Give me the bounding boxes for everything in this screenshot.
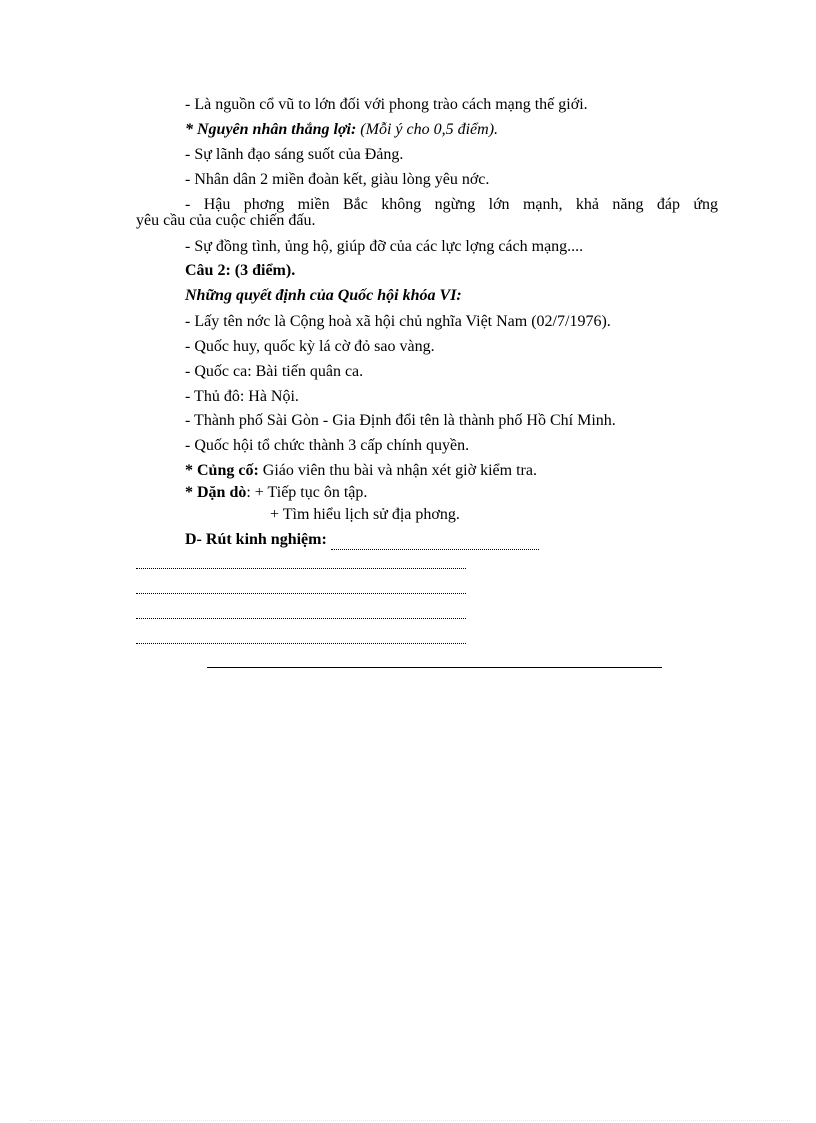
section-heading-victory-causes xyxy=(185,120,498,140)
question-heading: Câu 2: (3 điểm). xyxy=(185,262,296,279)
homework-item: + Tìm hiểu lịch sử địa phơng. xyxy=(270,506,460,523)
end-rule xyxy=(207,667,662,668)
dotted-answer-line xyxy=(136,618,466,619)
consolidation-line xyxy=(185,461,537,481)
decision-item: - Quốc huy, quốc kỳ lá cờ đỏ sao vàng. xyxy=(185,338,435,355)
consolidation-text: Giáo viên thu bài và nhận xét giờ kiểm tra. xyxy=(258,462,537,479)
lessons-learned-label: D- Rút kinh nghiệm: xyxy=(185,531,327,548)
dotted-fill xyxy=(331,536,539,550)
text-line-justified: - Hậu phơng miền Bắc không ngừng lớn mạnh, khả năng đáp ứng xyxy=(185,196,718,213)
decision-item: - Thành phố Sài Gòn - Gia Định đổi tên là thành phố Hồ Chí Minh. xyxy=(185,412,616,429)
homework-label: * Dặn dò xyxy=(185,484,247,501)
homework-line xyxy=(185,483,367,503)
heading-note: (Mỗi ý cho 0,5 điểm). xyxy=(356,121,499,138)
homework-text: : + Tiếp tục ôn tập. xyxy=(246,484,368,501)
text-line: - Sự đồng tình, ủng hộ, giúp đỡ của các lực lợng cách mạng.... xyxy=(185,238,584,255)
heading-label: * Nguyên nhân thắng lợi: xyxy=(185,121,357,138)
dotted-answer-line xyxy=(136,643,466,644)
decision-item: - Quốc hội tổ chức thành 3 cấp chính quyền. xyxy=(185,437,470,454)
text-line: - Sự lãnh đạo sáng suốt của Đảng. xyxy=(185,146,404,163)
page-bottom-border xyxy=(30,1120,790,1121)
decision-item: - Thủ đô: Hà Nội. xyxy=(185,388,299,405)
text-line: - Là nguồn cổ vũ to lớn đối với phong trào cách mạng thế giới. xyxy=(185,96,588,113)
text-line: - Nhân dân 2 miền đoàn kết, giàu lòng yêu nớc. xyxy=(185,171,490,188)
consolidation-label: * Củng cố: xyxy=(185,462,259,479)
text-line-continuation: yêu cầu của cuộc chiến đấu. xyxy=(136,212,316,229)
dotted-answer-line xyxy=(136,593,466,594)
lessons-learned-line xyxy=(185,530,539,550)
decision-item: - Lấy tên nớc là Cộng hoà xã hội chủ nghĩa Việt Nam (02/7/1976). xyxy=(185,313,611,330)
dotted-answer-line xyxy=(136,568,466,569)
decision-item: - Quốc ca: Bài tiến quân ca. xyxy=(185,363,364,380)
question-subheading: Những quyết định của Quốc hội khóa VI: xyxy=(185,287,462,304)
